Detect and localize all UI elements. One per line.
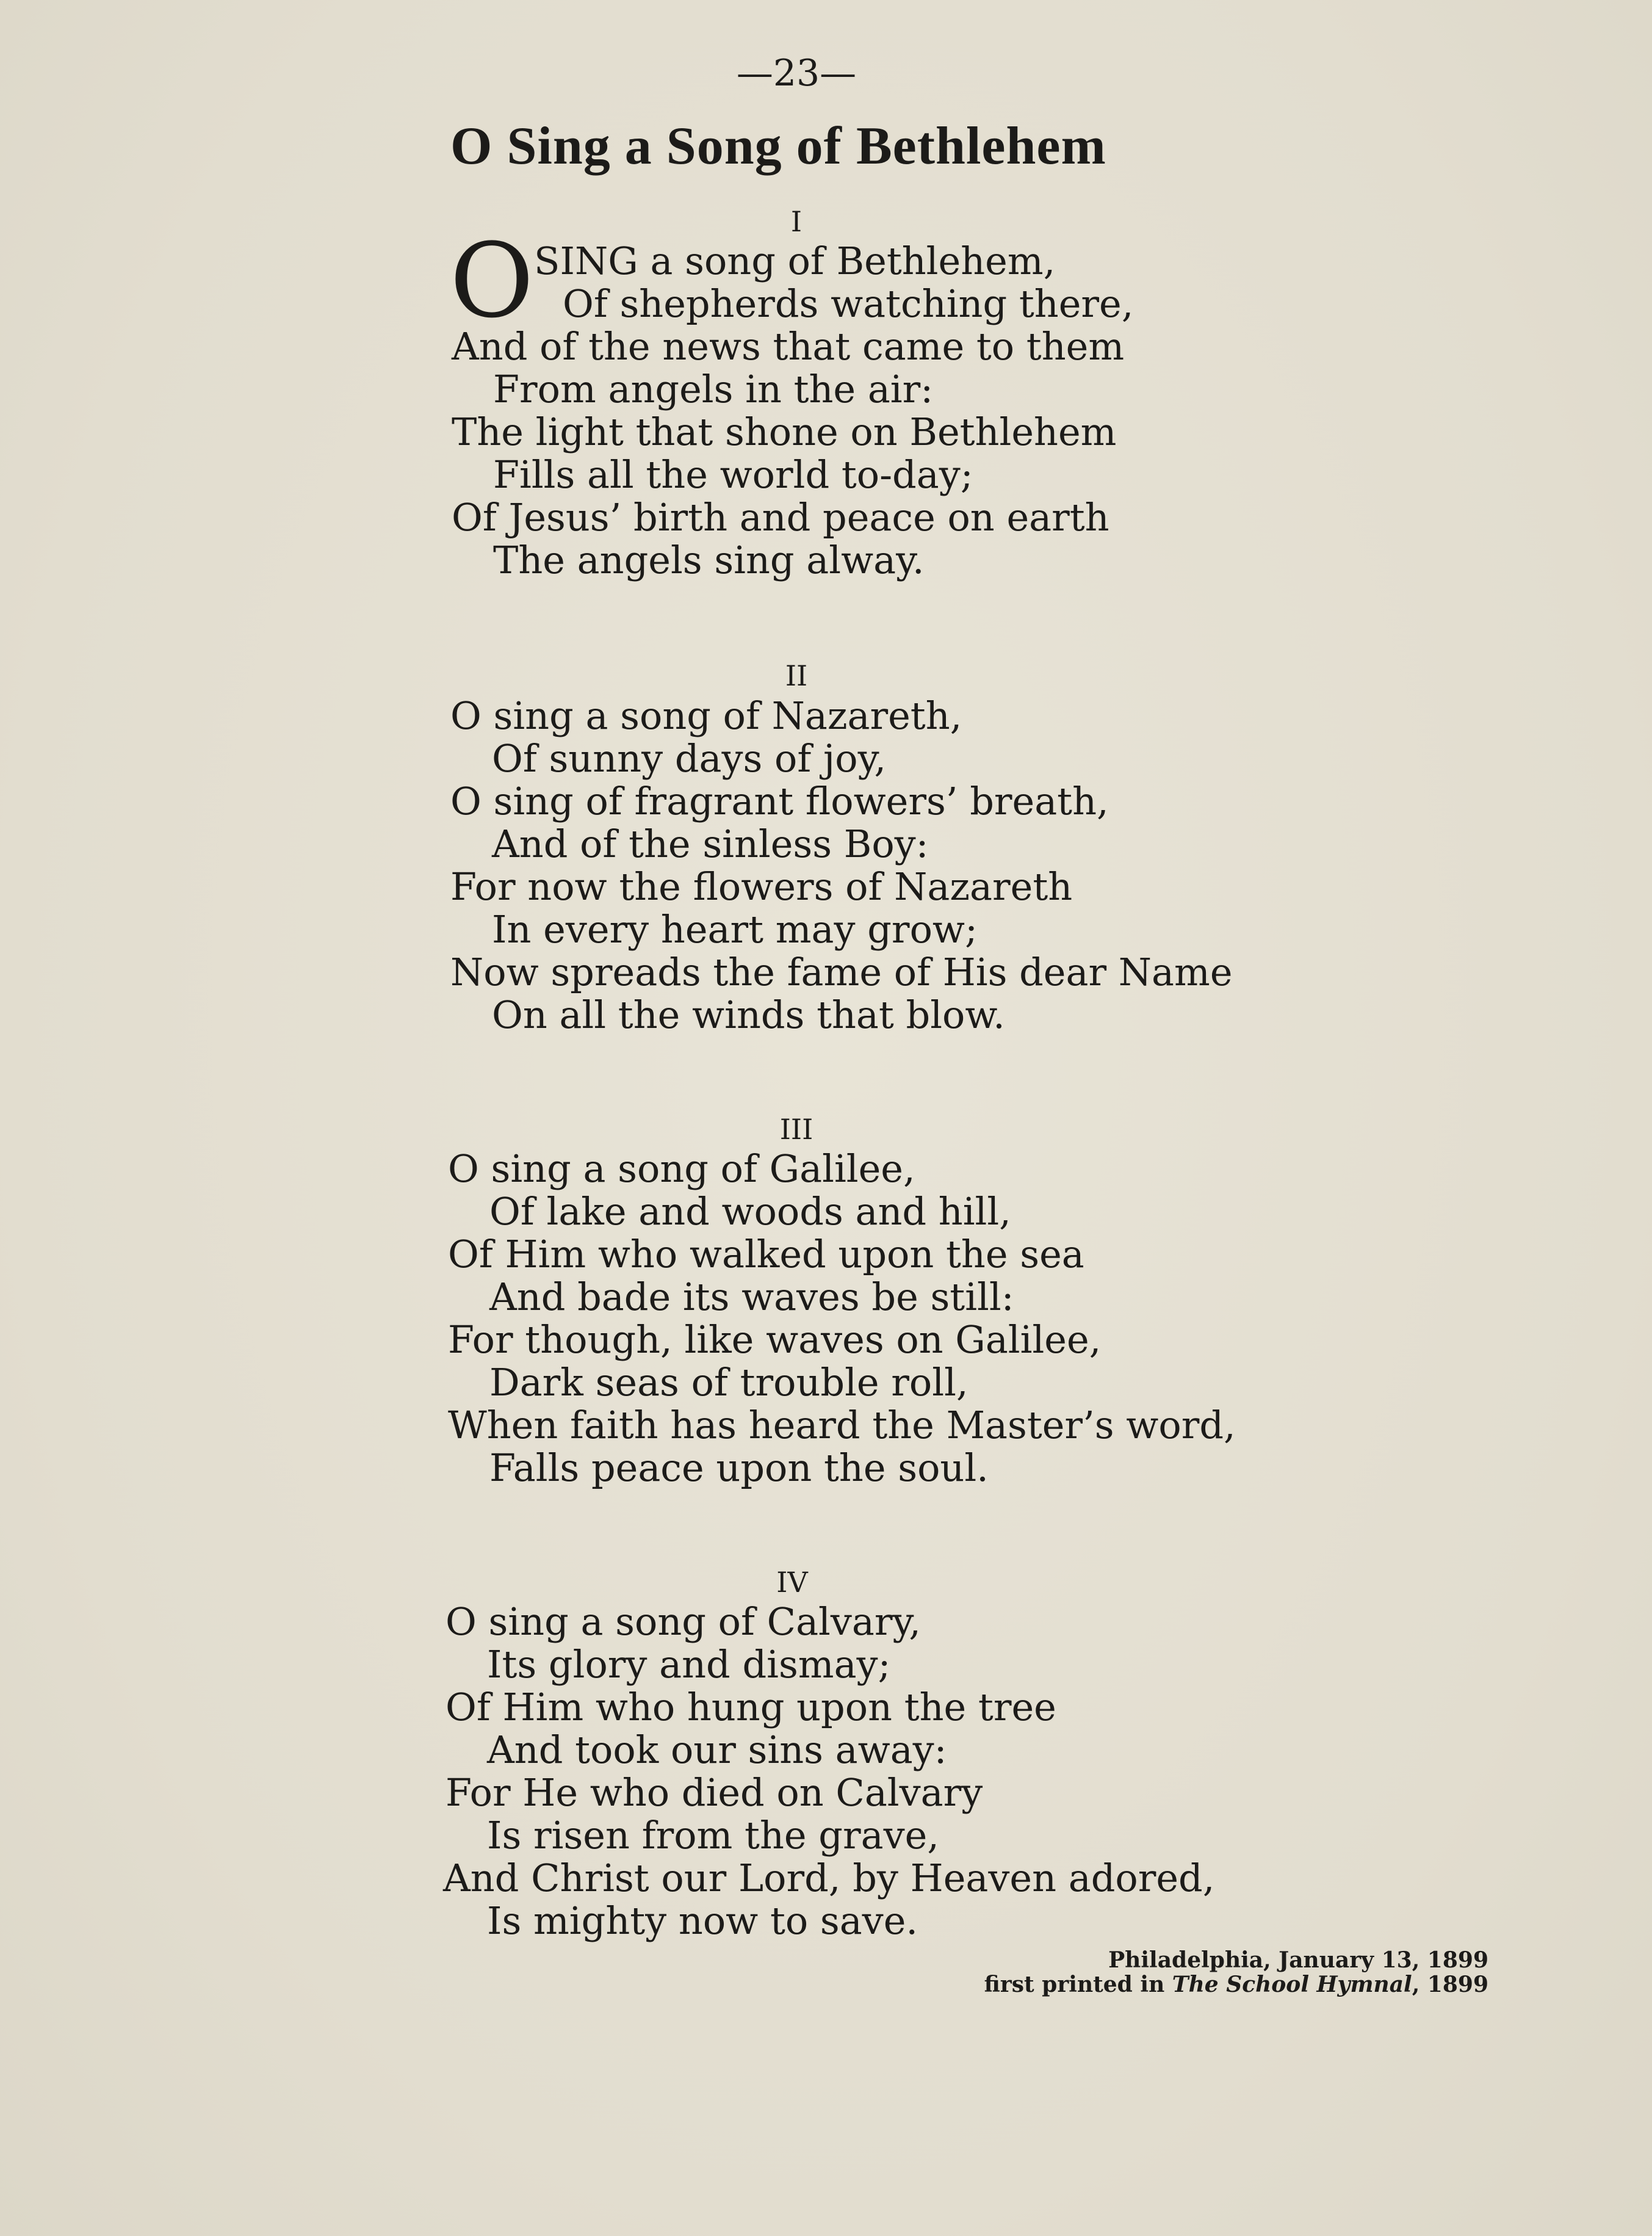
attribution-publication: The School Hymnal [1172,1972,1412,1997]
poem-line: In every heart may grow; [492,907,978,952]
poem-line: O sing a song of Galilee, [448,1146,915,1191]
poem-line: The light that shone on Bethlehem [452,410,1117,454]
poem-line: And bade its waves be still: [489,1275,1014,1319]
poem-line: Is mighty now to save. [487,1898,918,1943]
poem-line: Dark seas of trouble roll, [489,1360,968,1405]
poem-line: For He who died on Calvary [445,1770,983,1815]
stanza-numeral: II [785,659,808,692]
attribution-printed [984,1973,1488,1996]
poem-line: Of Him who hung upon the tree [445,1685,1056,1729]
poem-line: From angels in the air: [493,367,934,411]
poem-line: And Christ our Lord, by Heaven adored, [443,1856,1215,1900]
poem-line: Of lake and woods and hill, [489,1189,1011,1234]
poem-line: And took our sins away: [487,1728,947,1772]
poem-line: The angels sing alway. [493,538,925,582]
poem-line: When faith has heard the Master’s word, [448,1403,1236,1447]
stanza-numeral: III [779,1113,813,1146]
page-number: —23— [736,52,857,95]
poem-line: Of shepherds watching there, [563,281,1134,326]
poem-line: And of the sinless Boy: [492,822,929,866]
poem-line: Its glory and dismay; [487,1642,891,1687]
stanza-numeral: IV [776,1566,808,1599]
poem-line: On all the winds that blow. [492,993,1005,1037]
attribution-place-date: Philadelphia, January 13, 1899 [1108,1947,1488,1973]
poem-line: Now spreads the fame of His dear Name [450,950,1233,994]
stanza-numeral: I [790,205,803,238]
poem-line: O sing of fragrant flowers’ breath, [450,779,1109,823]
poem-line: Of Him who walked upon the sea [448,1232,1084,1276]
poem-line: And of the news that came to them [452,324,1125,369]
poem-line: For though, like waves on Galilee, [448,1317,1102,1362]
attribution-printed-year: , 1899 [1412,1972,1488,1997]
poem-line: Falls peace upon the soul. [489,1445,989,1490]
attribution-printed-prefix: first printed in [984,1972,1165,1997]
poem-title: O Sing a Song of Bethlehem [450,117,1106,176]
poem-line: Fills all the world to-day; [493,452,973,497]
poem-line: O sing a song of Nazareth, [450,693,962,738]
poem-line: SING a song of Bethlehem, [534,239,1056,283]
drop-cap: O [450,221,534,341]
poem-line: Of Jesus’ birth and peace on earth [452,495,1109,540]
poem-line: Of sunny days of joy, [492,736,887,781]
poem-line: For now the flowers of Nazareth [450,864,1073,909]
poem-line: O sing a song of Calvary, [445,1599,921,1644]
poem-line: Is risen from the grave, [487,1813,940,1858]
